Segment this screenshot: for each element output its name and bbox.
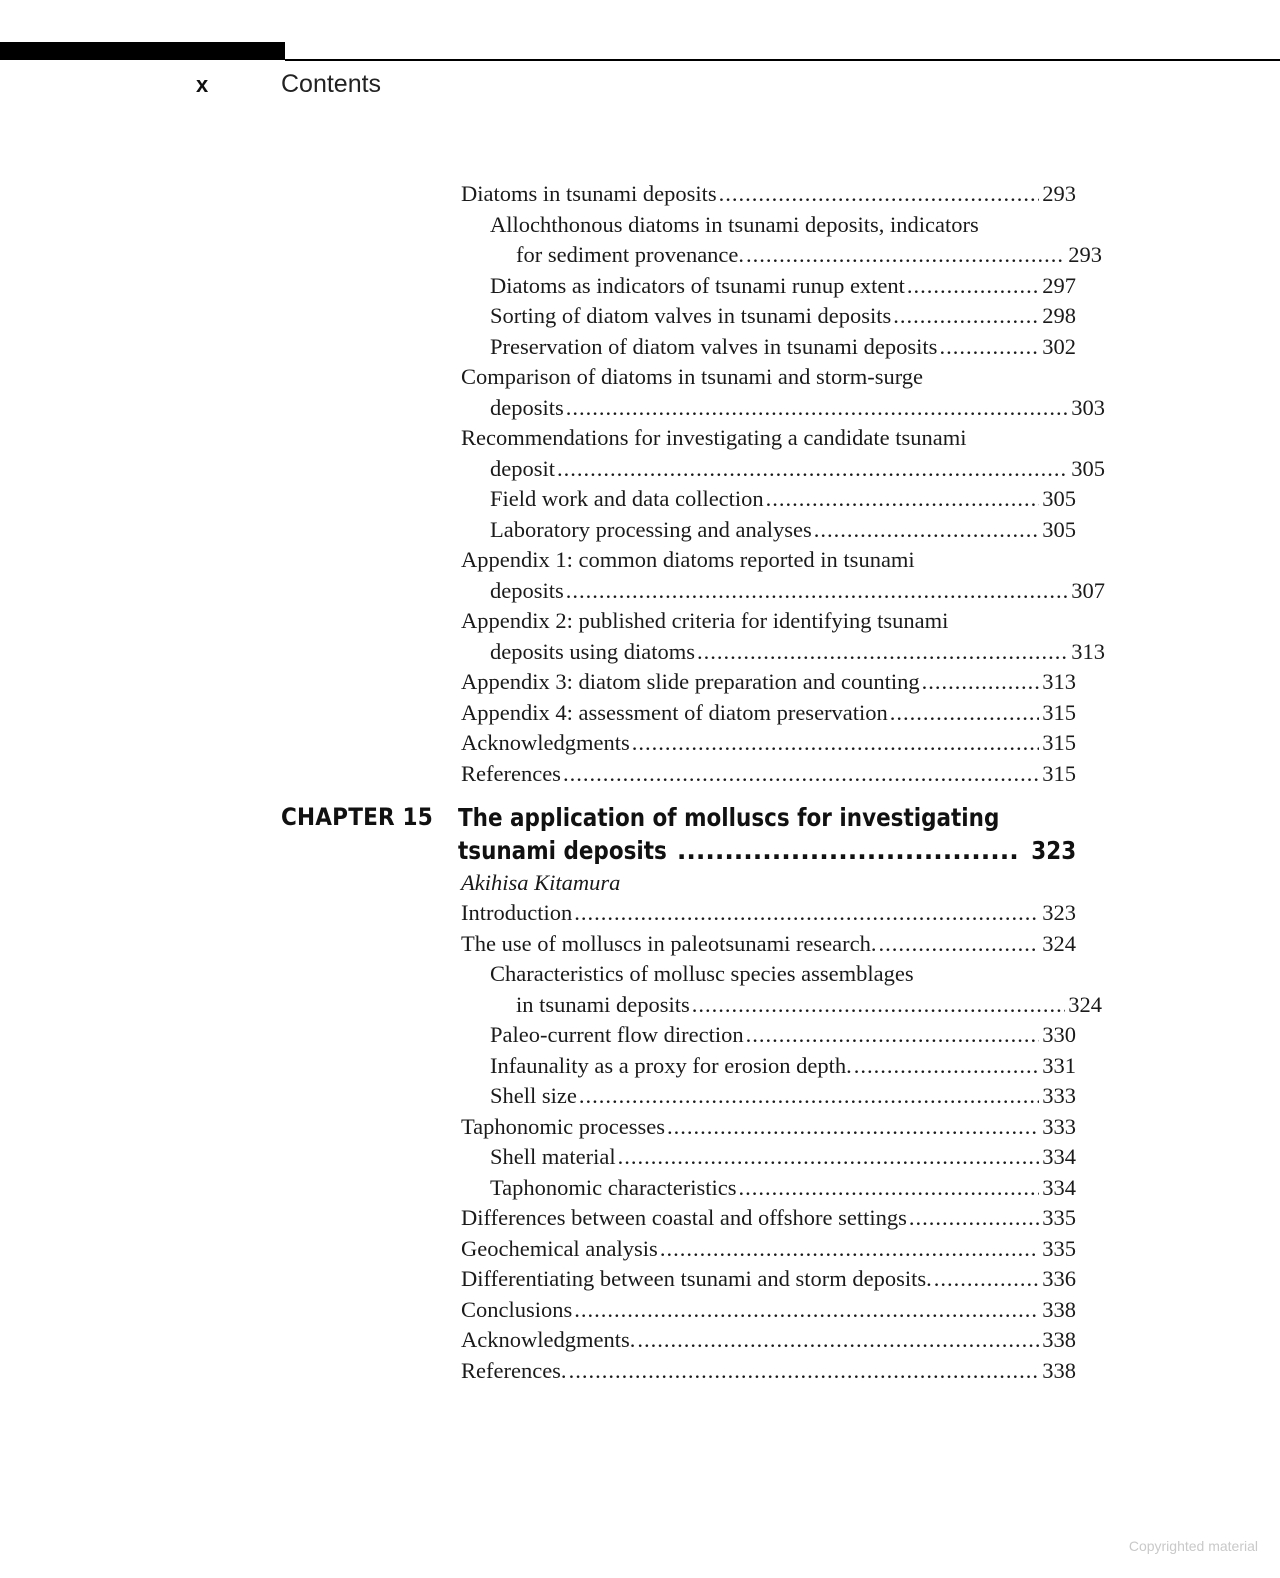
- dot-leader: [557, 454, 1068, 485]
- toc-entry-title: Taphonomic characteristics: [490, 1174, 737, 1200]
- toc-entry-title: Acknowledgments.: [461, 1327, 636, 1352]
- toc-entry-title: References: [461, 760, 561, 786]
- toc-entry[interactable]: [461, 1173, 1076, 1204]
- toc-entry-page: 313: [1042, 669, 1076, 694]
- toc-entry-page: 330: [1042, 1022, 1076, 1047]
- toc-entry-title-line1: Appendix 1: common diatoms reported in tsunami: [461, 547, 915, 572]
- toc-list-before: [461, 179, 1105, 789]
- toc-entry-title-line1: Characteristics of mollusc species assemblages: [490, 961, 914, 986]
- toc-entry-page: 315: [1042, 699, 1076, 725]
- toc-entry[interactable]: [461, 423, 1105, 484]
- toc-entry[interactable]: [461, 271, 1076, 302]
- toc-entry[interactable]: [461, 606, 1105, 667]
- toc-entry-page: 333: [1042, 1083, 1076, 1108]
- toc-entry-page: 305: [1071, 455, 1105, 481]
- dot-leader: [746, 240, 1065, 271]
- dot-leader: [890, 698, 1039, 729]
- toc-entry-page: 323: [1042, 900, 1076, 925]
- toc-entry-page: 324: [1068, 991, 1102, 1017]
- toc-list-after: [461, 898, 1102, 1386]
- dot-leader: [637, 1325, 1039, 1356]
- toc-entry[interactable]: [461, 1081, 1076, 1112]
- dot-leader: [893, 301, 1039, 332]
- dot-leader: [632, 728, 1040, 759]
- toc-entry-title: for sediment provenance.: [516, 242, 745, 267]
- toc-entry-title: Laboratory processing and analyses: [490, 516, 812, 542]
- chapter-title-line1: The application of molluscs for investigating: [458, 803, 1000, 832]
- dot-leader: [934, 1264, 1040, 1295]
- toc-entry-title: deposit: [490, 455, 555, 481]
- toc-entry-title-line1: Comparison of diatoms in tsunami and storm-surge: [461, 364, 924, 389]
- header-rule-thick: [0, 42, 285, 60]
- toc-entry-title: Taphonomic processes: [461, 1113, 665, 1139]
- dot-leader: [922, 667, 1040, 698]
- toc-entry-title-line1: Allochthonous diatoms in tsunami deposits, indicators: [490, 211, 979, 237]
- toc-entry-title: deposits: [490, 577, 564, 603]
- dot-leader: [879, 929, 1040, 960]
- toc-entry-page: 335: [1042, 1235, 1076, 1261]
- toc-entry-title: Differences between coastal and offshore settings: [461, 1205, 907, 1230]
- toc-entry-page: 338: [1042, 1296, 1076, 1322]
- page-number: x: [196, 72, 209, 97]
- chapter-title[interactable]: [458, 801, 1076, 867]
- toc-entry-page: 338: [1042, 1357, 1076, 1383]
- toc-entry[interactable]: [461, 1020, 1076, 1051]
- toc-entry-page: 335: [1042, 1205, 1076, 1230]
- toc-entry-title: Appendix 3: diatom slide preparation and counting: [461, 669, 920, 694]
- toc-entry[interactable]: [461, 484, 1076, 515]
- dot-leader: [766, 484, 1040, 515]
- dot-leader: [719, 179, 1040, 210]
- toc-entry[interactable]: [461, 1264, 1076, 1295]
- toc-entry[interactable]: [461, 667, 1076, 698]
- toc-entry[interactable]: [461, 728, 1076, 759]
- toc-entry-page: 293: [1042, 181, 1076, 206]
- toc-entry-title: in tsunami deposits: [516, 991, 690, 1017]
- dot-leader: [667, 1112, 1039, 1143]
- toc-entry-title: deposits: [490, 394, 564, 420]
- toc-entry-title: Acknowledgments: [461, 730, 630, 755]
- dot-leader: [574, 1295, 1039, 1326]
- toc-entry-page: 324: [1042, 930, 1076, 956]
- dot-leader: [569, 1356, 1040, 1387]
- toc-entry-title: Introduction: [461, 900, 573, 925]
- toc-entry-page: 298: [1042, 303, 1076, 328]
- chapter-author: Akihisa Kitamura: [461, 870, 621, 895]
- dot-leader: [579, 1081, 1039, 1112]
- toc-entry-page: 315: [1042, 730, 1076, 755]
- toc-entry-page: 331: [1042, 1052, 1076, 1078]
- dot-leader: [854, 1051, 1039, 1082]
- toc-entry-page: 334: [1042, 1174, 1076, 1200]
- toc-entry[interactable]: [461, 1234, 1076, 1265]
- dot-leader: [566, 576, 1068, 607]
- toc-entry[interactable]: [461, 1325, 1076, 1356]
- dot-leader: [677, 834, 1021, 867]
- toc-entry[interactable]: [461, 515, 1076, 546]
- chapter-title-line2: tsunami deposits: [458, 836, 667, 865]
- toc-entry-title: Geochemical analysis: [461, 1235, 658, 1261]
- toc-entry[interactable]: [461, 1203, 1076, 1234]
- toc-entry-title: deposits using diatoms: [490, 638, 696, 664]
- toc-entry-page: 303: [1071, 394, 1105, 420]
- toc-entry-title-line1: Recommendations for investigating a candidate tsunami: [461, 425, 967, 450]
- toc-entry-page: 305: [1042, 486, 1076, 511]
- toc-entry-page: 307: [1071, 577, 1105, 603]
- toc-entry-page: 336: [1042, 1266, 1076, 1291]
- toc-entry-page: 313: [1071, 638, 1105, 664]
- toc-entry-page: 305: [1042, 516, 1076, 542]
- toc-entry[interactable]: [461, 898, 1076, 929]
- chapter-label: CHAPTER 15: [281, 803, 433, 831]
- toc-entry-title: Appendix 4: assessment of diatom preservation: [461, 699, 888, 725]
- toc-entry[interactable]: [461, 1295, 1076, 1326]
- toc-entry[interactable]: [461, 1112, 1076, 1143]
- dot-leader: [909, 1203, 1039, 1234]
- toc-entry-page: 315: [1042, 760, 1076, 786]
- toc-entry[interactable]: [461, 362, 1105, 423]
- dot-leader: [618, 1142, 1040, 1173]
- toc-entry-page: 333: [1042, 1113, 1076, 1139]
- toc-entry-title: Conclusions: [461, 1296, 573, 1322]
- dot-leader: [939, 332, 1039, 363]
- header-rule-thin: [285, 59, 1280, 61]
- toc-entry[interactable]: [461, 698, 1076, 729]
- toc-entry-title: Diatoms as indicators of tsunami runup extent: [490, 272, 905, 298]
- toc-entry-title-line1: Appendix 2: published criteria for identifying tsunami: [461, 608, 949, 633]
- dot-leader: [563, 759, 1039, 790]
- toc-entry[interactable]: [461, 179, 1076, 210]
- toc-entry-title: Paleo-current flow direction: [490, 1022, 744, 1047]
- dot-leader: [692, 990, 1066, 1021]
- toc-entry-title: References.: [461, 1357, 567, 1383]
- dot-leader: [697, 637, 1068, 668]
- dot-leader: [738, 1173, 1039, 1204]
- toc-entry-title: The use of molluscs in paleotsunami research.: [461, 930, 877, 956]
- toc-entry-title: Infaunality as a proxy for erosion depth.: [490, 1052, 852, 1078]
- toc-entry-title: Shell size: [490, 1083, 577, 1108]
- toc-entry-page: 297: [1042, 272, 1076, 298]
- toc-entry-title: Preservation of diatom valves in tsunami deposits: [490, 333, 938, 359]
- toc-entry[interactable]: [461, 959, 1102, 1020]
- toc-entry-title: Shell material: [490, 1144, 616, 1169]
- toc-entry[interactable]: [461, 1142, 1076, 1173]
- dot-leader: [574, 898, 1039, 929]
- toc-entry[interactable]: [461, 929, 1076, 960]
- toc-entry[interactable]: [461, 1051, 1076, 1082]
- toc-entry-title: Field work and data collection: [490, 486, 764, 511]
- dot-leader: [814, 515, 1039, 546]
- toc-entry-page: 293: [1068, 242, 1102, 267]
- dot-leader: [746, 1020, 1040, 1051]
- toc-entry[interactable]: [461, 759, 1076, 790]
- toc-entry-page: 338: [1042, 1327, 1076, 1352]
- toc-entry-title: Diatoms in tsunami deposits: [461, 181, 717, 206]
- toc-entry-title: Sorting of diatom valves in tsunami deposits: [490, 303, 892, 328]
- running-head: Contents: [281, 70, 382, 98]
- toc-entry-page: 302: [1042, 333, 1076, 359]
- dot-leader: [566, 393, 1068, 424]
- dot-leader: [907, 271, 1039, 302]
- copyright-notice: Copyrighted material: [1128, 1538, 1258, 1554]
- toc-entry[interactable]: [461, 301, 1076, 332]
- toc-entry-title: Differentiating between tsunami and storm deposits.: [461, 1266, 932, 1291]
- toc-entry-page: 334: [1042, 1144, 1076, 1169]
- toc-entry[interactable]: [461, 1356, 1076, 1387]
- dot-leader: [660, 1234, 1039, 1265]
- chapter-page: 323: [1031, 836, 1076, 865]
- toc-entry[interactable]: [461, 545, 1105, 606]
- toc-entry[interactable]: [461, 332, 1076, 363]
- toc-entry[interactable]: [461, 210, 1102, 271]
